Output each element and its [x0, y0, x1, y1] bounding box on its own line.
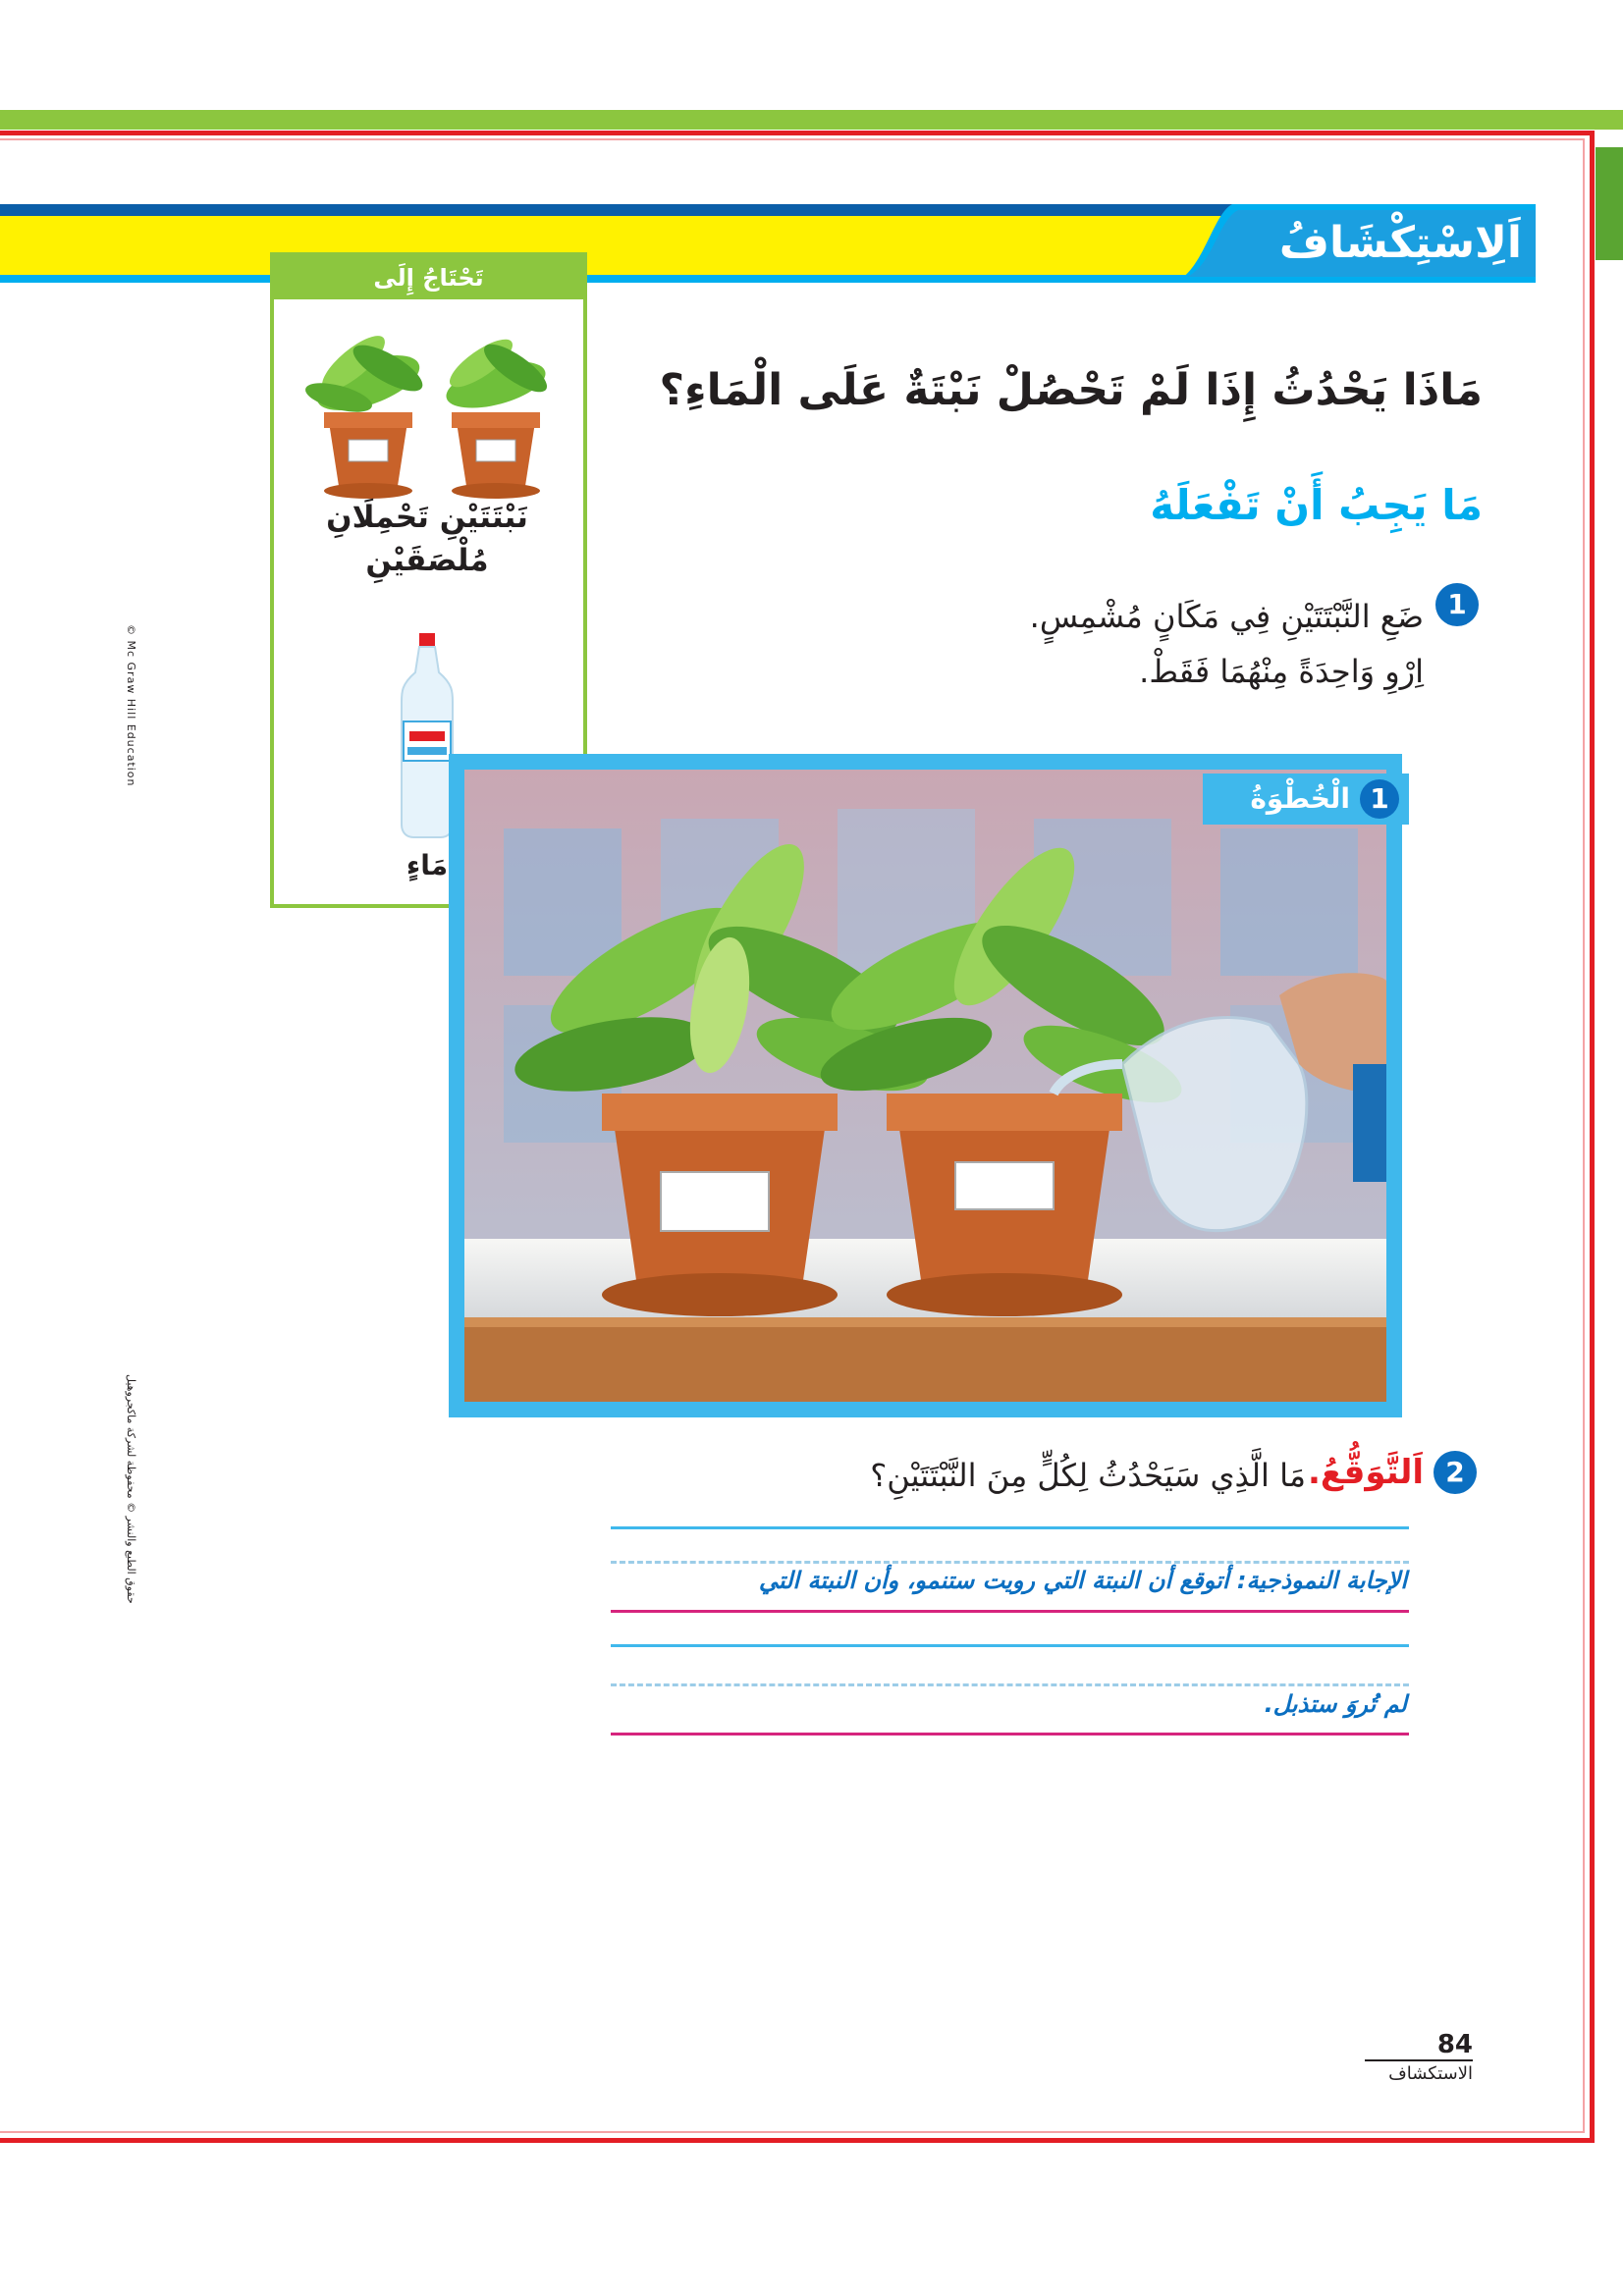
procedure-heading: مَا يَجِبُ أَنْ تَفْعَلَهُ — [1150, 481, 1483, 529]
predict-question: مَا الَّذِي سَيَحْدُثُ لِكُلٍّ مِنَ النَّبْتَتَيْنِ؟ — [870, 1457, 1306, 1494]
section-title: اَلِاسْتِكْشَافُ — [1278, 218, 1522, 268]
page-number: 84 — [1436, 2030, 1473, 2059]
answer-line-2: لم تُروَ ستذبل. — [1264, 1690, 1407, 1718]
step-2-number: 2 — [1434, 1451, 1477, 1494]
page-number-rule — [1365, 2059, 1473, 2061]
materials-heading: تَحْتَاجُ إِلَى — [274, 256, 583, 299]
predict-label: اَلتَّوَقُّعُ. — [1307, 1453, 1424, 1492]
plants-watering-photo — [464, 770, 1386, 1402]
writing-line-top-1 — [611, 1526, 1409, 1529]
writing-line-base-1 — [611, 1610, 1409, 1613]
writing-dash-2 — [611, 1683, 1409, 1686]
writing-dash-1 — [611, 1561, 1409, 1564]
step-badge-label: الْخُطْوَةُ — [1250, 782, 1350, 815]
water-bottle-icon — [398, 633, 457, 839]
copyright-text-upper: © Mc Graw Hill Education — [125, 624, 137, 787]
answer-line-1: الإجابة النموذجية: أتوقع أن النبتة التي رويت ستنمو، وأن النبتة التي — [758, 1567, 1407, 1594]
labeled-plants-icon — [295, 314, 569, 501]
copyright-text-lower: حقوق الطبع والنشر © محفوظة لشركة ماكجروهيل — [125, 1374, 137, 1604]
investigation-question: مَاذَا يَحْدُثُ إِذَا لَمْ تَحْصُلْ نَبْتَةٌ عَلَى الْمَاءِ؟ — [659, 365, 1483, 415]
writing-line-top-2 — [611, 1644, 1409, 1647]
plants-label: نَبْتَتَيْنِ تَحْمِلَانِ مُلْصَقَيْنِ — [326, 500, 528, 578]
step-badge-number: 1 — [1370, 782, 1389, 815]
step-1-line-1: ضَعِ النَّبْتَتَيْنِ فِي مَكَانٍ مُشْمِسٍ. — [1029, 598, 1424, 635]
top-green-border — [0, 110, 1623, 130]
writing-line-base-2 — [611, 1733, 1409, 1735]
water-label: مَاءٍ — [406, 849, 449, 881]
footer-label: الاستكشاف — [1388, 2063, 1473, 2084]
step-1-text — [864, 589, 1424, 699]
step-1-line-2: اِرْوِ وَاحِدَةً مِنْهُمَا فَقَطْ. — [1139, 653, 1424, 690]
step-1-number: 1 — [1435, 583, 1479, 626]
right-green-tab — [1596, 147, 1623, 260]
